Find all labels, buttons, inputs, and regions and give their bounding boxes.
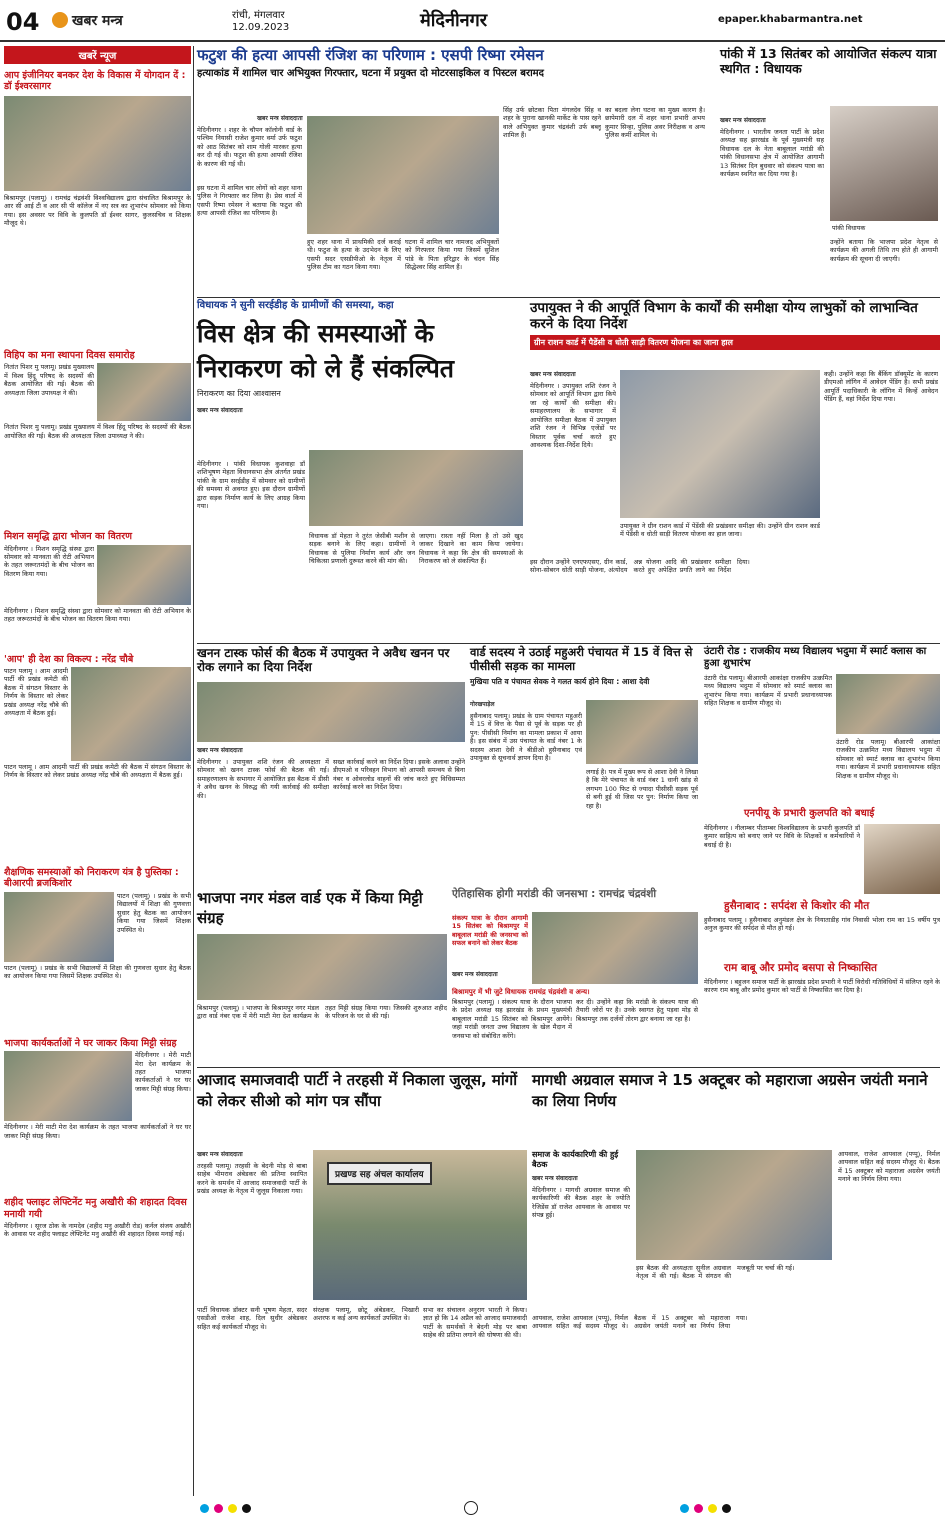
horizontal-divider	[197, 297, 940, 298]
sidebar-item-title: शहीद फ्लाइट लेफ्टिनेंट मनु अखौरी की शहादत दिवस मनायी गयी	[4, 1197, 187, 1220]
byline: खबर मन्त्र संवाददाता	[197, 406, 243, 414]
horizontal-divider	[197, 1067, 940, 1068]
mla-story	[197, 300, 525, 640]
city-date-line2: 12.09.2023	[232, 22, 290, 33]
aazad-banner: प्रखण्ड सह अंचल कार्यालय	[327, 1162, 432, 1185]
accident-text: हुसैनाबाद पलामू । हुसैनाबाद अनुमंडल क्षेत्र के नियाताडीह गांव निवासी भोला राम का 15 वर्षीय पुत्र अनुज कुमार की सर्पदंश से मौत हो गई।	[704, 916, 940, 933]
registration-mark	[200, 1504, 209, 1513]
byline: खबर मन्त्र संवाददाता	[197, 1151, 243, 1158]
right-top-story	[720, 46, 940, 294]
agrawal-photo	[636, 1150, 832, 1260]
sidebar-item-text: बिश्रामपुर (पलामू) । रामचंद्र चंद्रवंशी विश्वविद्यालय द्वारा संचालित बिश्रामपुर के आर सी आई टी व आर सी पी कॉलेज में नए सत्र का शुभारंभ सोमवार को किया गया। इस अवसर पर विवि के कुलपति डॉ ईश्वर सागर, कुलसचिव व शिक्षक मौजूद थे।	[4, 193, 191, 228]
sidebar-item-text: नितांत पिशर मु पलामू। प्रखंड मुख्यालय में विश्व हिंदू परिषद के सदस्यों की बैठक आयोजित की गई। बैठक की अध्यक्षता जिला उपाध्यक्ष ने की।	[4, 423, 191, 440]
sidebar	[4, 46, 191, 1496]
right-top-text: उन्होंने बताया कि भाजपा प्रदेश नेतृत्व से कार्यक्रम की अगली तिथि तय होते ही आगामी कार्यक्रम की सूचना दी जाएगी।	[830, 238, 938, 263]
registration-mark	[242, 1504, 251, 1513]
byline: खबर मन्त्र संवाददाता	[452, 971, 498, 978]
marandi-story	[452, 888, 698, 1064]
vc-portrait	[864, 824, 940, 894]
byline: खबर मन्त्र संवाददाता	[720, 117, 766, 124]
school-headline: उंटारी रोड : राजकीय मध्य विद्यालय भदुमा में स्मार्ट क्लास का हुआ शुभारंभ	[704, 646, 927, 669]
marandi-headline: ऐतिहासिक होगी मरांडी की जनसभा : रामचंद्र चंद्रवंशी	[452, 888, 657, 900]
aazad-text: संरक्षक पलामू, छोटू अंबेडकर, भिखारी अशरफ व कई अन्य कार्यकर्ता उपस्थित थे।	[313, 1306, 419, 1323]
khanan-story	[197, 646, 465, 884]
ward-text: हुसैनाबाद पलामू। प्रखंड के ग्राम पंचायत महुअरी में 15 वें वित्त के पैसा से पूर्व के सड़क पर ही पुन: पीसीसी निर्माण का मामला प्रकाश में आया है। इस संबंध में उस पंचायत के वार्ड नंबर 1 के सदस्य आशा देवी ने बीडीओ हुसैनाबाद एवं उपायुक्त से सूचनार्थ ज्ञापन दिया है।	[470, 712, 582, 763]
sidebar-item-text: पाटन पलामू । आम आदमी पार्टी की प्रखंड कमेटी की बैठक में संगठन विस्तार के निर्णय के विस्तार को लेकर प्रखंड अध्यक्ष नरेंद्र चौबे की अध्यक्षता में बैठक हुई।	[4, 666, 68, 718]
right-top-caption: पांकी विधायक	[832, 224, 866, 232]
dc-kicker: ग्रीन राशन कार्ड में पैडेंसी व धोती साड़ी वितरण योजना का जाना हाल	[530, 335, 940, 350]
registration-mark	[694, 1504, 703, 1513]
ward-headline: वार्ड सदस्य ने उठाई महुअरी पंचायत में 15 वें वित्त से पीसीसी सड़क का मामला	[470, 645, 693, 673]
mla-portrait	[830, 106, 938, 221]
sidebar-photo	[97, 363, 191, 421]
sidebar-item-title: शैक्षणिक समस्याओं को निराकरण यंत्र है पुस्तिका : बीआरपी ब्रजकिशोर	[4, 866, 179, 890]
vc-headline: एनपीयू के प्रभारी कुलपति को बधाई	[744, 808, 875, 819]
sidebar-item-text: मेदिनीनगर । मिशन समृद्धि संस्था द्वारा सोमवार को मानवता की रोटी अभियान के तहत जरूरतमंदों के बीच भोजन का वितरण किया गया।	[4, 544, 94, 578]
dc-text: मेदिनीनगर । उपायुक्त शशि रंजन ने सोमवार को आपूर्ति विभाग द्वारा किये जा रहे कार्यों की समीक्षा की। समाहरणालय के सभागार में आयोजित समीक्षा बैठक में उपायुक्त शशि रंजन ने विभिन्न एजेंडों पर विस्तार पूर्वक चर्चा करते हुए आवश्यक दिशा-निर्देश दिये।	[530, 382, 616, 450]
sidebar-item-text: पाटन पलामू । आम आदमी पार्टी की प्रखंड कमेटी की बैठक में संगठन विस्तार के निर्णय के विस्तार को लेकर प्रखंड अध्यक्ष नरेंद्र चौबे की अध्यक्षता में बैठक हुई।	[4, 762, 191, 780]
column-divider	[193, 46, 194, 1496]
lead-story	[197, 46, 707, 294]
brand-logo	[52, 12, 68, 28]
sidebar-item-text: मेदिनीनगर । मेरी माटी मेरा देश कार्यक्रम के तहत भाजपा कार्यकर्ताओं ने घर घर जाकर मिट्टी संग्रह किया।	[135, 1051, 191, 1093]
rambabu-text: मेदिनीनगर । बहुजन समाज पार्टी के झारखंड प्रदेश प्रभारी ने पार्टी विरोधी गतिविधियों में संलिप्त रहने के कारण राम बाबू और प्रमोद कुमार को पार्टी से निष्कासित कर दिया है।	[704, 978, 940, 995]
agrawal-text: इस बैठक की अध्यक्षता सुनील अग्रवाल नेतृत्व में की गई। बैठक में संगठन की मजबूती पर चर्चा की गई।	[636, 1264, 795, 1281]
sidebar-item-title: भाजपा कार्यकर्ताओं ने घर जाकर किया मिट्टी संग्रह	[4, 1037, 177, 1049]
aazad-headline: आजाद समाजवादी पार्टी ने तरहसी में निकाला जुलूस, मांगों को लेकर सीओ को मांग पत्र सौंपा	[197, 1071, 518, 1110]
website[interactable]: epaper.khabarmantra.net	[718, 14, 863, 25]
lead-text: हुए शहर थाना में प्राथमिकी दर्ज कराई थी। फटुश के हत्या के उदभेदन के लिए एसपी सदर एसडीपीओ के नेतृत्व में पुलिस टीम का गठन किया गया।	[307, 238, 401, 272]
mla-text: मेदिनीनगर । पांकी विधायक कुशवाहा डॉ शशिभूषण मेहता विधानसभा क्षेत्र अंतर्गत प्रखंड पांकी के ग्राम सरईडीह में सोमवार को ग्रामीणों की समस्या से अवगत हुए। इस दौरान ग्रामीणों द्वारा सड़क निर्माण कार्य के लिए आग्रह किया गया।	[197, 460, 305, 511]
ward-photo	[586, 700, 698, 764]
lead-text: मेदिनीनगर । शहर के चौपन कॉलोनी वार्ड के पश्चिम नियासी राजेश कुमार वर्मा उर्फ फटुश को आठ सितंबर को शाम गोली मारकर हत्या कर दी गई थी। फटुश की हत्या आपसी रंजिश के कारण की गई थी।	[197, 126, 302, 168]
registration-mark	[708, 1504, 717, 1513]
byline: खबर मन्त्र संवाददाता	[257, 115, 303, 122]
sidebar-item-title: मिशन समृद्धि द्वारा भोजन का वितरण	[4, 531, 132, 543]
byline: खबर मन्त्र संवाददाता	[532, 1175, 578, 1182]
sidebar-photo	[4, 1051, 132, 1121]
byline: खबर मन्त्र संवाददाता	[197, 747, 243, 754]
section-name: मेदिनीनगर	[420, 10, 488, 31]
registration-mark	[680, 1504, 689, 1513]
lead-text: घटना में शामिल चार नामजद अभियुक्तों को गिरफ्तार किया गया जिसमें सुशिल पांडे के पिता हरिद्वार के चंदन सिंह सिद्धेश्वर सिंह शामिल हैं।	[405, 238, 499, 272]
sidebar-item-text: मेदिनीनगर । मिशन समृद्धि संस्था द्वारा सोमवार को मानवता की रोटी अभियान के तहत जरूरतमंदों के बीच भोजन का वितरण किया गया।	[4, 606, 191, 624]
agrawal-text: आयवाल, राजेश आयवाल (पप्पू), निर्मल आयवाल सहित कई सदस्य मौजूद थे। बैठक में 15 अक्टूबर को महाराजा अग्रसेन जयंती मनाने का निर्णय लिया गया।	[532, 1314, 748, 1331]
bjp-story	[197, 888, 447, 1064]
dc-headline: उपायुक्त ने की आपूर्ति विभाग के कार्यों की समीक्षा योग्य लाभुकों को लाभान्वित करने के दिया निर्देश	[530, 300, 918, 333]
agrawal-text: आयवाल, राजेश आयवाल (पप्पू), निर्मल आयवाल सहित कई सदस्य मौजूद थे। बैठक में 15 अक्टूबर को महाराजा अग्रसेन जयंती मनाने का निर्णय लिया गया।	[838, 1150, 940, 1184]
khanan-text: सख्त कार्रवाई करने का निर्देश दिया। इसके अलावा उन्होंने डीएमओ व परिवहन विभाग को आपसी समन्वय से बिना नंबर व ओवरलोड वाहनों की जांच करते हुए विधिसम्मत कार्रवाई करने का निर्देश दिया।	[333, 758, 465, 792]
sidebar-item-text: पाटन (पलामू) । प्रखंड के सभी विद्यालयों में शिक्षा की गुणवत्ता सुधार हेतु बैठक का आयोजन किया गया जिसमें शिक्षक उपस्थित थे।	[117, 891, 191, 934]
marandi-photo	[532, 912, 698, 984]
rambabu-headline: राम बाबू और प्रमोद बसपा से निष्कासित	[724, 962, 878, 974]
sidebar-item-text: मेदिनीनगर । मेरी माटी मेरा देश कार्यक्रम के तहत भाजपा कार्यकर्ताओं ने घर घर जाकर मिट्टी संग्रह किया।	[4, 1123, 191, 1140]
byline: खबर मन्त्र संवाददाता	[530, 371, 576, 378]
school-text: उंटारी रोड पलामू। बीआरपी आकांक्षा राजकीय उत्क्रमित मध्य विद्यालय भदुमा में सोमवार को स्मार्ट क्लास का शुभारंभ किया गया। कार्यक्रम में प्रभारी प्रधानाध्यापक सहित शिक्षक व ग्रामीण मौजूद थे।	[836, 738, 940, 780]
right-column-briefs	[704, 646, 940, 1006]
bjp-text: बिश्रामपुर (पलामू) । भाजपा के बिश्रामपुर नगर मंडल द्वारा वार्ड नंबर एक में मेरी माटी मेरा देश कार्यक्रम के तहत मिट्टी संग्रह किया गया। जिसकी शुरुआत शहीद के परिजन के घर से की गई।	[197, 1004, 447, 1021]
masthead	[0, 0, 945, 42]
marandi-kicker: बिश्रामपुर में भी जुटे विधायक रामचंद्र चंद्रवंशी व अन्य।	[452, 988, 590, 996]
city-date-line1: रांची, मंगलवार	[232, 10, 285, 21]
ward-text: लगाई है। पत्र में मुख्य रूप से आशा देवी ने लिखा है कि मेरे पंचायत के वार्ड नंबर 1 धानी खांड़ से लगभग 100 फिट से ज्यादा पीसीसी सड़क पूर्व से बनी हुई थी जिस पर पुन: निर्माण किया जा रहा है।	[586, 768, 698, 810]
mla-kicker: विधायक ने सुनी सरईडीह के ग्रामीणों की समस्या, कहा	[197, 300, 394, 311]
right-top-text: मेदिनीनगर । भारतीय जनता पार्टी के प्रदेश अध्यक्ष सह झारखंड के पूर्व मुख्यमंत्री सह विधायक दल के नेता बाबूलाल मरांडी की पांकी विधानसभा क्षेत्र में आयोजित आगामी 13 सितंबर दिन बुधवार को संकल्प यात्रा का कार्यक्रम स्थगित कर दिया गया है।	[720, 128, 824, 179]
bjp-photo	[197, 934, 447, 1000]
aazad-story	[197, 1070, 527, 1490]
school-photo	[836, 674, 940, 734]
marandi-text: कर दी। उन्होंने कहा कि मरांडी के संकल्प यात्रा की तैयारी जोरों पर है। उनके स्वागत हेतु पड़वा मोड़ से बिश्रामपुर तक दर्जनों तोरण द्वार बनाया जा रहा है।	[576, 998, 698, 1023]
dc-story	[530, 300, 940, 640]
aazad-text: पार्टी विधायक डॉक्टर सनी भूषण मेहता, सदर एसडीओ राजेश शाह, दिल सुधीर अंबेडकर सहित कई कार्यकर्ता मौजूद थे।	[197, 1306, 307, 1331]
aazad-text: तरहसी पलामू। तरहसी के बेदनी मोड़ से बाबा साहेब भीमराव अंबेडकर की प्रतिमा स्थापित करने के समर्थन में आजाद समाजवादी पार्टी के प्रखंड अध्यक्ष के नेतृत्व में जुलूस निकाला गया।	[197, 1162, 307, 1196]
mla-photo	[309, 450, 523, 526]
vc-text: मेदिनीनगर । नीलाम्बर पीताम्बर विश्वविद्यालय के प्रभारी कुलपति डॉ कुमार साहित्य को बनाए जाने पर विवि के शिक्षकों व कर्मचारियों ने बधाई दी है।	[704, 824, 860, 849]
khanan-text: मेदिनीनगर । उपायुक्त शशि रंजन की अध्यक्षता में सोमवार को खनन टास्क फोर्स की बैठक की गई। समाहरणालय के सभागार में आयोजित इस बैठक में डीसी ने अवैध खनन के विरुद्ध की गयी कार्रवाई की समीक्षा की।	[197, 758, 329, 800]
khanan-photo	[197, 682, 465, 742]
sidebar-item-title: 'आप' ही देश का विकल्प : नरेंद्र चौबे	[4, 653, 134, 665]
accident-headline: हुसैनाबाद : सर्पदंश से किशोर की मौत	[724, 900, 870, 912]
marandi-text: बिश्रामपुर (पलामू) । संकल्प यात्रा के दौरान भाजपा के प्रदेश अध्यक्ष सह झारखंड के प्रथम मुख्यमंत्री बाबूलाल मरांडी 15 सितंबर को बिश्रामपुर आयेंगे। जहां मरांडी जनता उच्च विद्यालय के खेल मैदान में जनसभा को संबोधित करेंगे।	[452, 998, 572, 1040]
lead-text: सिंह उर्फ छोटका पिता मंगलदेव सिंह व शहर के पुराना खानकी मार्केट के पास रहने वाले अभियुक्त कुमार चंद्रवंशी उर्फ बब्लू शामिल हैं।	[503, 106, 601, 140]
sidebar-label: खबरें न्यूज	[4, 46, 191, 64]
aazad-text: सभा का संचालन अनुराग भारती ने किया। ज्ञात हो कि 14 अप्रैल को आजाद समाजवादी पार्टी के समर्थकों ने बेदनी मोड़ पर बाबा साहेब की प्रतिमा लगाने की घोषणा की थी।	[423, 1306, 527, 1340]
registration-mark	[214, 1504, 223, 1513]
sidebar-photo	[4, 892, 114, 962]
byline: गोरखपाड़ेल	[470, 701, 495, 708]
sidebar-item-text: नितांत पिशर मु पलामू। प्रखंड मुख्यालय में विश्व हिंदू परिषद के सदस्यों की बैठक आयोजित की गई। बैठक की अध्यक्षता जिला उपाध्यक्ष ने की।	[4, 363, 94, 397]
sidebar-item-text: मेदिनीनगर । सूरज ठोक के नामदेव (शहीद मनु अखौरी रोड) कर्नल संजय अखौरी के आवास पर शहीद फ्लाइट लेफ्टिनेंट मनु अखौरी की शहादत दिवस मनाई गई।	[4, 1221, 191, 1239]
dc-caption: उपायुक्त ने ग्रीन राशन कार्ड में पेंडेंसी की प्रखंडवार समीक्षा की। उन्होंने ग्रीन राशन कार्ड में पेंडेंसी व धोती साड़ी वितरण योजना का हाल जाना।	[620, 522, 820, 539]
bjp-headline: भाजपा नगर मंडल वार्ड एक में किया मिट्टी संग्रह	[197, 889, 423, 928]
mla-text: जाएगा। रास्ता नहीं मिला है तो उसे खुद जाकर दिखाने का काम किया जायेगा। विधायक ने कहा कि क्षेत्र की समस्याओं के निराकरण को ले संकल्पित हैं।	[419, 532, 523, 566]
mla-subhead: निराकरण का दिया आश्वासन	[197, 389, 281, 398]
lead-text: इस घटना में शामिल चार लोगों को शहर थाना पुलिस ने गिरफ्तार कर लिया है। प्रेस वार्ता में एसपी रिष्मा रमेसन ने बताया कि फटुश की हत्या आपसी रंजिश का परिणाम है।	[197, 184, 302, 218]
right-top-headline: पांकी में 13 सितंबर को आयोजित संकल्प यात्रा स्थगित : विधायक	[720, 46, 937, 76]
agrawal-text: मेदिनीनगर । मागधी अग्रवाल समाज की कार्यकारिणी की बैठक शहर के ज्योति रेजिडेंस डॉ राजेश आयवाल के आवास पर संपन्न हुई।	[532, 1186, 630, 1220]
registration-mark	[228, 1504, 237, 1513]
agrawal-story	[532, 1070, 940, 1490]
ward-story	[470, 646, 698, 884]
dc-text: इस दौरान उन्होंने एनएफएसए, ग्रीन कार्ड, सोना-सोबरन धोती साड़ी योजना, अंत्योदय अन्न योजना आदि की प्रखंडवार समीक्षा करते हुए अपेक्षित प्रगति लाने का निर्देश दिया।	[530, 558, 750, 575]
sidebar-photo	[4, 96, 191, 191]
lead-subhead: हत्याकांड में शामिल चार अभियुक्त गिरफ्तार, घटना में प्रयुक्त दो मोटरसाइकिल व पिस्टल बरामद	[197, 68, 544, 79]
sidebar-item-title: आप इंजीनियर बनकर देश के विकास में योगदान दें : डॉ ईश्वरसागर	[4, 70, 186, 93]
sidebar-item-text: पाटन (पलामू) । प्रखंड के सभी विद्यालयों में शिक्षा की गुणवत्ता सुधार हेतु बैठक का आयोजन किया गया जिसमें शिक्षक उपस्थित थे।	[4, 963, 191, 981]
lead-headline: फटुश की हत्या आपसी रंजिश का परिणाम : एसपी रिष्मा रमेसन	[197, 46, 544, 64]
lead-text: का बदला लेना घटना का मुख्य कारण है। छापेमारी दल में शहर थाना प्रभारी अभय कुमार सिन्हा, पुलिस अवर निरीक्षक व अन्य पुलिस कर्मी शामिल थे।	[605, 106, 705, 140]
sidebar-item-title: विहिप का मना स्थापना दिवस समारोह	[4, 349, 135, 361]
sidebar-photo	[97, 545, 191, 605]
dc-photo	[620, 370, 820, 518]
brand-name: खबर मन्त्र	[72, 13, 123, 29]
horizontal-divider	[197, 643, 940, 644]
mla-text: विधायक डॉ मेहता ने तुरंत जेसीबी मशीन से सड़क बनाने के लिए कहा। ग्रामीणों ने विधायक से पुलिया निर्माण कार्य और जन चिकित्सा प्रणाली दुरूस्त करने की मांग की।	[309, 532, 415, 566]
school-text: उंटारी रोड पलामू। बीआरपी आकांक्षा राजकीय उत्क्रमित मध्य विद्यालय भदुमा में सोमवार को स्मार्ट क्लास का शुभारंभ किया गया। कार्यक्रम में प्रभारी प्रधानाध्यापक सहित शिक्षक व ग्रामीण मौजूद थे।	[704, 674, 832, 708]
mla-headline: विस क्षेत्र की समस्याओं के निराकरण को ले हैं संकल्पित	[197, 319, 455, 383]
crosshair-icon	[464, 1501, 478, 1515]
dc-text: कही। उन्होंने कहा कि बैंकिंग डॉक्यूमेंट के कारण डीएमओ लॉगिन में आवेदन पेंडिंग है। सभी प्रखंड आपूर्ति पदाधिकारी के लॉगिन में किन्हें आवेदन पेंडिंग हैं, वहां निर्देश दिया गया।	[824, 370, 938, 404]
page-number: 04	[6, 8, 40, 36]
lead-photo	[307, 116, 499, 234]
agrawal-kicker: समाज के कार्यकारिणी की हुई बैठक	[532, 1150, 619, 1169]
marandi-caption: संकल्प यात्रा के दौरान आगामी 15 सितंबर को बिश्रामपुर में बाबूलाल मरांडी की जनसभा को सफल बनाने को लेकर बैठक	[452, 914, 528, 948]
registration-mark	[722, 1504, 731, 1513]
agrawal-headline: मागधी अग्रवाल समाज ने 15 अक्टूबर को महाराजा अग्रसेन जयंती मनाने का लिया निर्णय	[532, 1071, 928, 1110]
khanan-headline: खनन टास्क फोर्स की बैठक में उपायुक्त ने अवैध खनन पर रोक लगाने का दिया निर्देश	[197, 646, 450, 675]
sidebar-photo	[71, 667, 191, 761]
ward-kicker: मुखिया पति व पंचायत सेवक ने गलत कार्य होने दिया : आशा देवी	[470, 676, 650, 686]
